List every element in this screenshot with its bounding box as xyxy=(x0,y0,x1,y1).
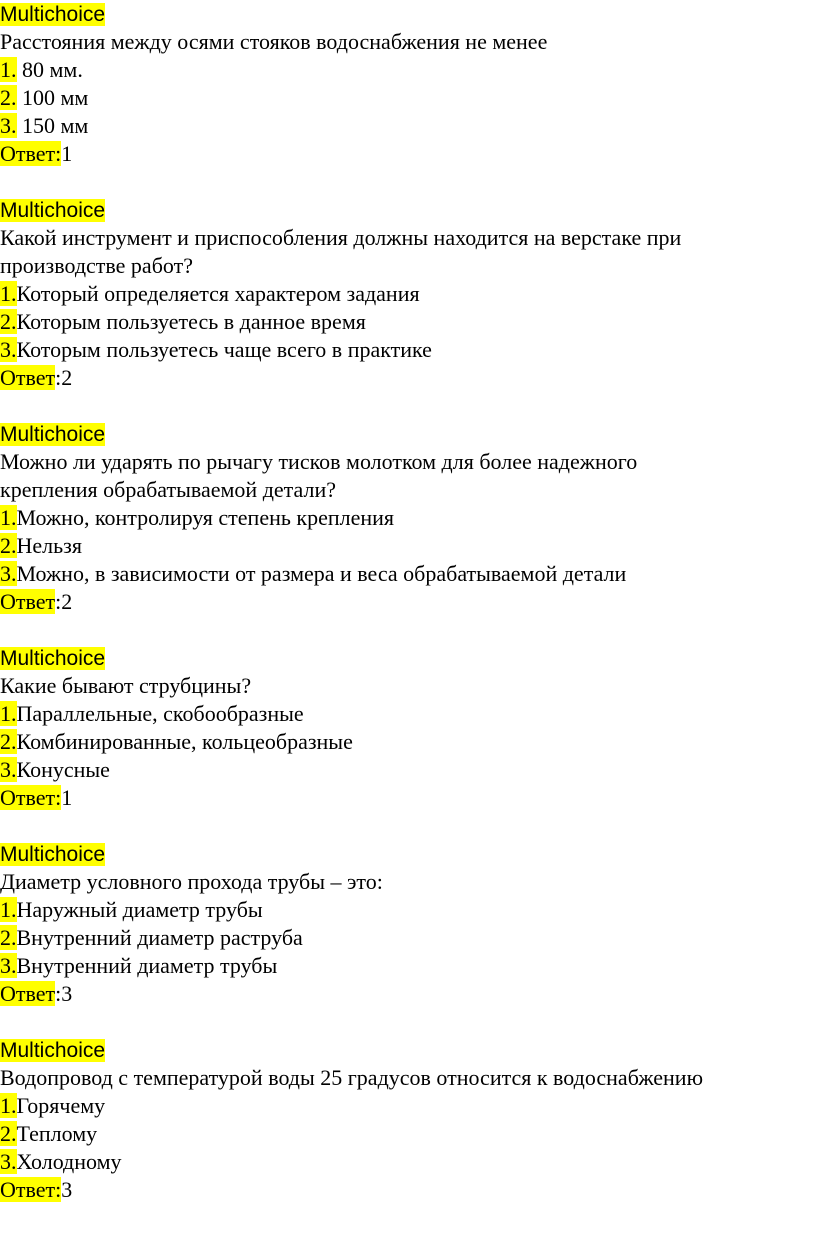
option-text: 100 мм xyxy=(16,85,89,110)
question-text: Диаметр условного прохода трубы – это: xyxy=(0,869,383,894)
option-number: 3. xyxy=(0,757,17,782)
option-number: 1. xyxy=(0,897,17,922)
option-1 xyxy=(0,56,816,84)
option-2 xyxy=(0,84,816,112)
option-text: Нельзя xyxy=(16,533,82,558)
option-3 xyxy=(0,952,816,980)
answer-label-suffix: : xyxy=(55,365,62,390)
answer-label: Ответ xyxy=(0,589,56,614)
question-text: Можно ли ударять по рычагу тисков молотком для более надежного xyxy=(0,449,638,474)
answer-line xyxy=(0,364,816,392)
answer-value: 1 xyxy=(61,785,73,810)
answer-value: 1 xyxy=(61,141,73,166)
option-text: Которым пользуетесь чаще всего в практике xyxy=(16,337,432,362)
answer-value: 2 xyxy=(61,365,73,390)
option-1 xyxy=(0,1092,816,1120)
question-block xyxy=(0,644,816,840)
option-2 xyxy=(0,1120,816,1148)
option-3 xyxy=(0,756,816,784)
option-1 xyxy=(0,700,816,728)
answer-value: 2 xyxy=(61,589,73,614)
answer-label: Ответ: xyxy=(0,785,62,810)
option-3 xyxy=(0,112,816,140)
option-number: 2. xyxy=(0,925,17,950)
question-block xyxy=(0,1036,816,1204)
option-3 xyxy=(0,336,816,364)
option-3 xyxy=(0,560,816,588)
question-text: крепления обрабатываемой детали? xyxy=(0,477,337,502)
question-block xyxy=(0,196,816,420)
spacer xyxy=(0,616,816,644)
question-type-label: Multichoice xyxy=(0,647,106,670)
option-number: 2. xyxy=(0,85,17,110)
option-text: Внутренний диаметр трубы xyxy=(16,953,278,978)
option-number: 3. xyxy=(0,337,17,362)
option-number: 1. xyxy=(0,57,17,82)
option-number: 1. xyxy=(0,701,17,726)
option-text: Наружный диаметр трубы xyxy=(16,897,263,922)
question-block xyxy=(0,840,816,1036)
option-number: 3. xyxy=(0,113,17,138)
option-text: Теплому xyxy=(16,1121,98,1146)
option-text: Можно, в зависимости от размера и веса обрабатываемой детали xyxy=(16,561,627,586)
option-number: 1. xyxy=(0,1093,17,1118)
answer-value: 3 xyxy=(61,981,73,1006)
question-type-label: Multichoice xyxy=(0,3,106,26)
option-3 xyxy=(0,1148,816,1176)
option-1 xyxy=(0,896,816,924)
option-text: Комбинированные, кольцеобразные xyxy=(16,729,353,754)
option-number: 2. xyxy=(0,1121,17,1146)
option-number: 2. xyxy=(0,729,17,754)
answer-label: Ответ: xyxy=(0,141,62,166)
option-text: Который определяется характером задания xyxy=(16,281,420,306)
question-block xyxy=(0,420,816,644)
option-text: Внутренний диаметр раструба xyxy=(16,925,303,950)
option-text: 150 мм xyxy=(16,113,89,138)
option-number: 3. xyxy=(0,1149,17,1174)
option-number: 1. xyxy=(0,281,17,306)
answer-line xyxy=(0,140,816,168)
spacer xyxy=(0,1008,816,1036)
question-text: Водопровод с температурой воды 25 градусов относится к водоснабжению xyxy=(0,1065,704,1090)
question-text: производстве работ? xyxy=(0,253,193,278)
option-text: Которым пользуетесь в данное время xyxy=(16,309,366,334)
option-number: 3. xyxy=(0,561,17,586)
option-2 xyxy=(0,924,816,952)
option-text: Конусные xyxy=(16,757,110,782)
option-number: 3. xyxy=(0,953,17,978)
option-text: Можно, контролируя степень крепления xyxy=(16,505,395,530)
question-type-label: Multichoice xyxy=(0,1039,106,1062)
question-type-label: Multichoice xyxy=(0,199,106,222)
question-text: Расстояния между осями стояков водоснабжения не менее xyxy=(0,29,548,54)
option-text: Холодному xyxy=(16,1149,122,1174)
answer-line xyxy=(0,588,816,616)
question-block xyxy=(0,0,816,196)
option-1 xyxy=(0,504,816,532)
answer-label-suffix: : xyxy=(55,981,62,1006)
question-type-label: Multichoice xyxy=(0,423,106,446)
question-text: Какие бывают струбцины? xyxy=(0,673,252,698)
answer-label-suffix: : xyxy=(55,589,62,614)
option-text: 80 мм. xyxy=(16,57,83,82)
option-number: 2. xyxy=(0,309,17,334)
option-number: 1. xyxy=(0,505,17,530)
spacer xyxy=(0,392,816,420)
option-text: Параллельные, скобообразные xyxy=(16,701,304,726)
option-2 xyxy=(0,728,816,756)
option-2 xyxy=(0,308,816,336)
spacer xyxy=(0,168,816,196)
option-2 xyxy=(0,532,816,560)
answer-label: Ответ xyxy=(0,981,56,1006)
option-text: Горячему xyxy=(16,1093,106,1118)
question-text: Какой инструмент и приспособления должны находится на верстаке при xyxy=(0,225,682,250)
answer-value: 3 xyxy=(61,1177,73,1202)
option-number: 2. xyxy=(0,533,17,558)
answer-line xyxy=(0,784,816,812)
answer-line xyxy=(0,980,816,1008)
answer-line xyxy=(0,1176,816,1204)
question-type-label: Multichoice xyxy=(0,843,106,866)
spacer xyxy=(0,812,816,840)
option-1 xyxy=(0,280,816,308)
answer-label: Ответ xyxy=(0,365,56,390)
answer-label: Ответ: xyxy=(0,1177,62,1202)
